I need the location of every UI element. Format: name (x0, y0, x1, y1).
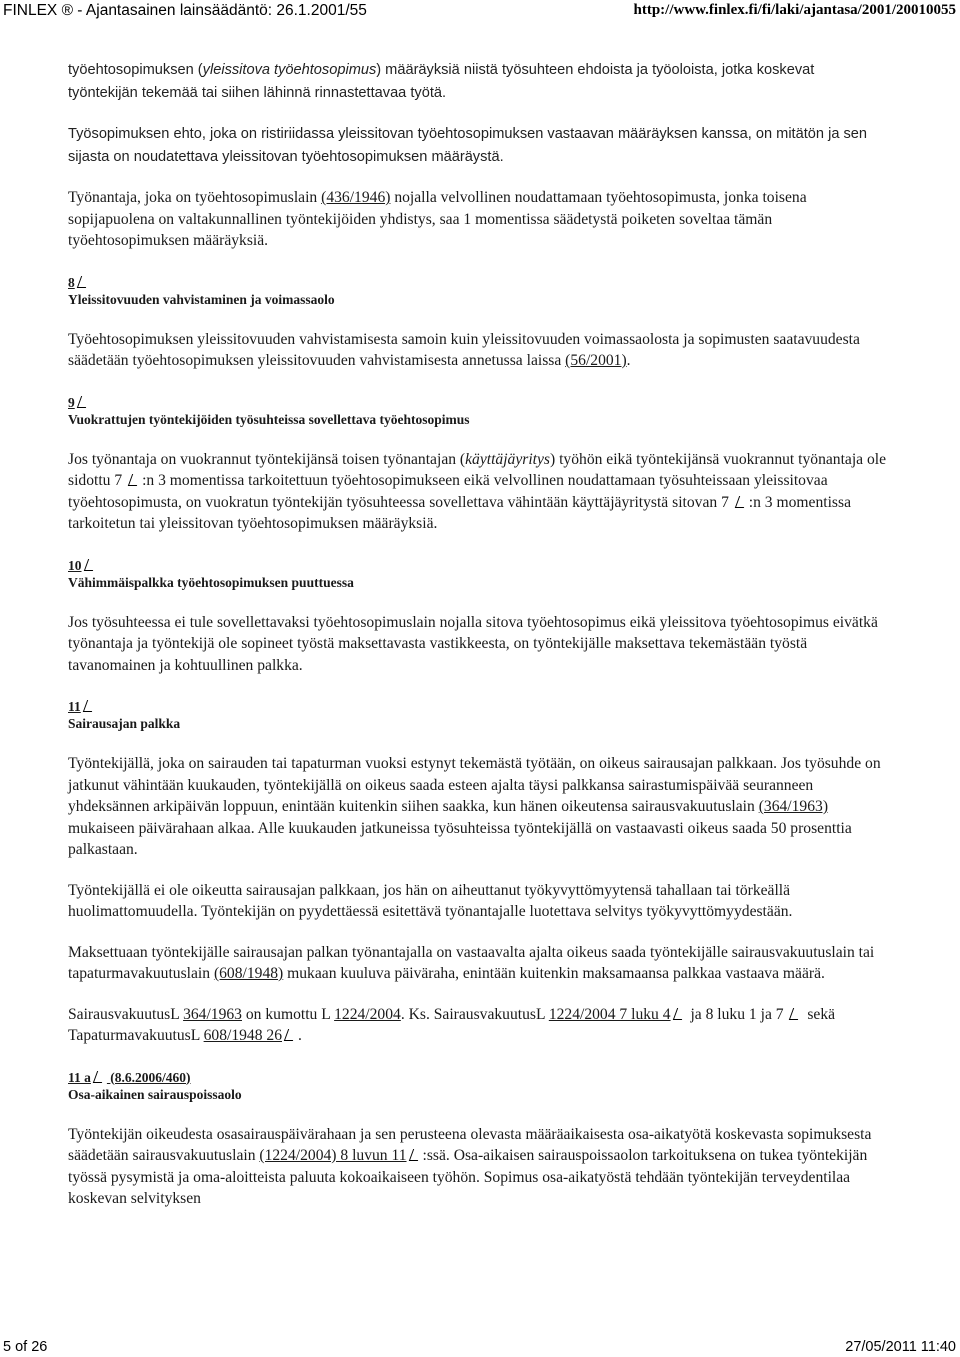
section-sign-icon (735, 496, 748, 508)
header-url[interactable]: http://www.finlex.fi/fi/laki/ajantasa/2001/20010055 (633, 2, 956, 18)
section-8-title: Yleissitovuuden vahvistaminen ja voimassaolo (68, 291, 335, 307)
section-11-paragraph-2: Työntekijällä ei ole oikeutta sairausajan palkkaan, jos hän on aiheuttanut työkyvyttömyytensä tahallaan tai törkeällä huolimattomuudella. Työntekijän on pyydettäessä esitettävä työnantajalle luotettava selvitys työkyvyttömyydestään. (68, 881, 793, 920)
section-sign-icon (284, 1029, 297, 1041)
section-9-title: Vuokrattujen työntekijöiden työsuhteissa sovellettava työehtosopimus (68, 411, 470, 427)
section-11-paragraph-1: Työntekijällä, joka on sairauden tai tapaturman vuoksi estynyt tekemästä työtään, on oikeus sairausajan palkkaan. Jos työsuhde on jatkunut vähintään kuukauden, työntekijällä on oikeus saada esteen ajalta täysi palkkansa sairastumispäivää seuranneen yhdeksännen arkipäivän loppuun, enintään kuitenkin siihen saakka, kun hänen oikeutensa sairausvakuutuslain (364/1963) mukaiseen päivärahaan alkaa. Alle kuukauden jatkuneissa työsuhteissa työntekijällä on vastaavasti oikeus saada 50 prosenttia palkastaan. (68, 755, 881, 858)
section-9-paragraph: Jos työnantaja on vuokrannut työntekijänsä toisen työnantajan (käyttäjäyritys) työhön eikä työntekijänsä vuokrannut työnantaja ole sidottu 7 :n 3 momentissa tarkoitettuun työehtosopimukseen eikä velvollinen noudattamaan työsuhteissaan yleissitovaa työehtosopimusta, on vuokratun työntekijän työsuhteessa sovellettava vähintään käyttäjäyritystä sitovan 7 :n 3 momentissa tarkoitetun tai yleissitovan työehtosopimuksen määräyksiä. (68, 450, 887, 532)
note-link-1224-2004-7-4[interactable]: 1224/2004 7 luku 4 (548, 1005, 671, 1023)
law-link-436-1946[interactable]: (436/1946) (321, 189, 391, 206)
section-11a-title: Osa-aikainen sairauspoissaolo (68, 1086, 242, 1102)
section-11a-amendment-link[interactable]: (8.6.2006/460) (110, 1069, 191, 1085)
section-11a-paragraph: Työntekijän oikeudesta osasairauspäivärahaan ja sen perusteena olevasta määräaikaisesta osa-aikatyötä koskevasta sopimuksesta säädetään sairausvakuutuslain (1224/2004) 8 luvun 11 :ssä. Osa-aikaisen sairauspoissaolon tarkoituksena on tukea työntekijän työssä pysymistä ja oma-aloitteista paluuta kokoaikaiseen työhön. Sopimus osa-aikatyöstä tehdään työntekijän terveydentilaa koskevan selvityksen (68, 1125, 872, 1207)
section-sign-icon (408, 1149, 421, 1161)
section-11-paragraph-3: Maksettuaan työntekijälle sairausajan palkan työnantajalla on vastaavalta ajalta oikeus saada työntekijälle sairausvakuutuslain tai tapaturmavakuutuslain (608/1948) mukaan kuuluva päiväraha, enintään kuitenkin maksamaansa palkkaa vastaava määrä. (68, 943, 875, 982)
law-link-56-2001[interactable]: (56/2001) (565, 352, 627, 369)
law-link-1224-2004-8-11[interactable]: (1224/2004) 8 luvun 11 (259, 1147, 407, 1164)
intro-paragraph-2: Työsopimuksen ehto, joka on ristiriidassa yleissitovan työehtosopimuksen vastaavan määräyksen kanssa, on mitätön ja sen sijasta on noudatettava yleissitovan työehtosopimuksen määräystä. (68, 126, 868, 165)
print-footer (0, 1339, 960, 1357)
section-sign-icon (93, 1071, 106, 1083)
section-8-paragraph: Työehtosopimuksen yleissitovuuden vahvistamisesta samoin kuin yleissitovuuden voimassaolosta ja sopimusten saatavuudesta säädetään työehtosopimuksen yleissitovuuden vahvistamisesta annetussa laissa (56/2001). (68, 330, 860, 369)
section-sign-icon (672, 1008, 685, 1020)
section-10-paragraph: Jos työsuhteessa ei tule sovellettavaksi työehtosopimuslain nojalla sitova työehtosopimus eikä yleissitova työehtosopimus eivätkä työnantaja ja työntekijä ole sopineet työstä maksettavasta vastikkeesta, on työntekijälle maksettava tekemästään työstä tavanomainen ja kohtuullinen palkka. (68, 613, 878, 674)
section-sign-icon (83, 700, 96, 712)
intro-paragraph-1: työehtosopimuksen (yleissitova työehtosopimus) määräyksiä niistä työsuhteen ehdoista ja työoloista, jotka koskevat työntekijän tekemää tai siihen lähinnä rinnastettavaa työtä. (68, 62, 815, 101)
section-9-number[interactable]: 9 (68, 394, 888, 411)
print-datetime: 27/05/2011 11:40 (845, 1339, 956, 1355)
intro-paragraph-3: Työnantaja, joka on työehtosopimuslain (436/1946) nojalla velvollinen noudattamaan työehtosopimusta, jonka toisena sopijapuolena on valtakunnallinen työntekijöiden yhdistys, saa 1 momentissa säädetystä poiketen soveltaa tämän työehtosopimuksen määräyksiä. (68, 189, 807, 249)
note-link-608-1948-26[interactable]: 608/1948 26 (203, 1027, 283, 1044)
note-link-364-1963[interactable]: 364/1963 (183, 1005, 242, 1023)
page-counter: 5 of 26 (3, 1339, 48, 1355)
section-8-number[interactable]: 8 (68, 274, 888, 291)
document-body (68, 59, 888, 1210)
note-link-1224-2004[interactable]: 1224/2004 (334, 1005, 401, 1023)
section-11a-number[interactable]: 11 a (8.6.2006/460) (68, 1069, 191, 1085)
section-sign-icon (789, 1008, 802, 1020)
law-link-364-1963[interactable]: (364/1963) (758, 798, 829, 815)
section-11-number[interactable]: 11 (68, 698, 888, 715)
print-header (0, 0, 960, 24)
section-11-title: Sairausajan palkka (68, 716, 181, 731)
section-sign-icon (83, 559, 96, 571)
law-link-608-1948[interactable]: (608/1948) (213, 965, 284, 982)
section-11-note: SairausvakuutusL 364/1963 on kumottu L 1224/2004. Ks. SairausvakuutusL 1224/2004 7 luku 4 ja 8 luku 1 ja 7 sekä TapaturmavakuutusL 608/1948 26 . (68, 1005, 836, 1044)
section-sign-icon (128, 474, 141, 486)
section-sign-icon (77, 276, 90, 288)
section-10-number[interactable]: 10 (68, 557, 888, 574)
section-10-title: Vähimmäispalkka työehtosopimuksen puuttuessa (68, 574, 354, 590)
header-title: FINLEX ® - Ajantasainen lainsäädäntö: 26.1.2001/55 (3, 2, 367, 19)
section-sign-icon (77, 396, 90, 408)
